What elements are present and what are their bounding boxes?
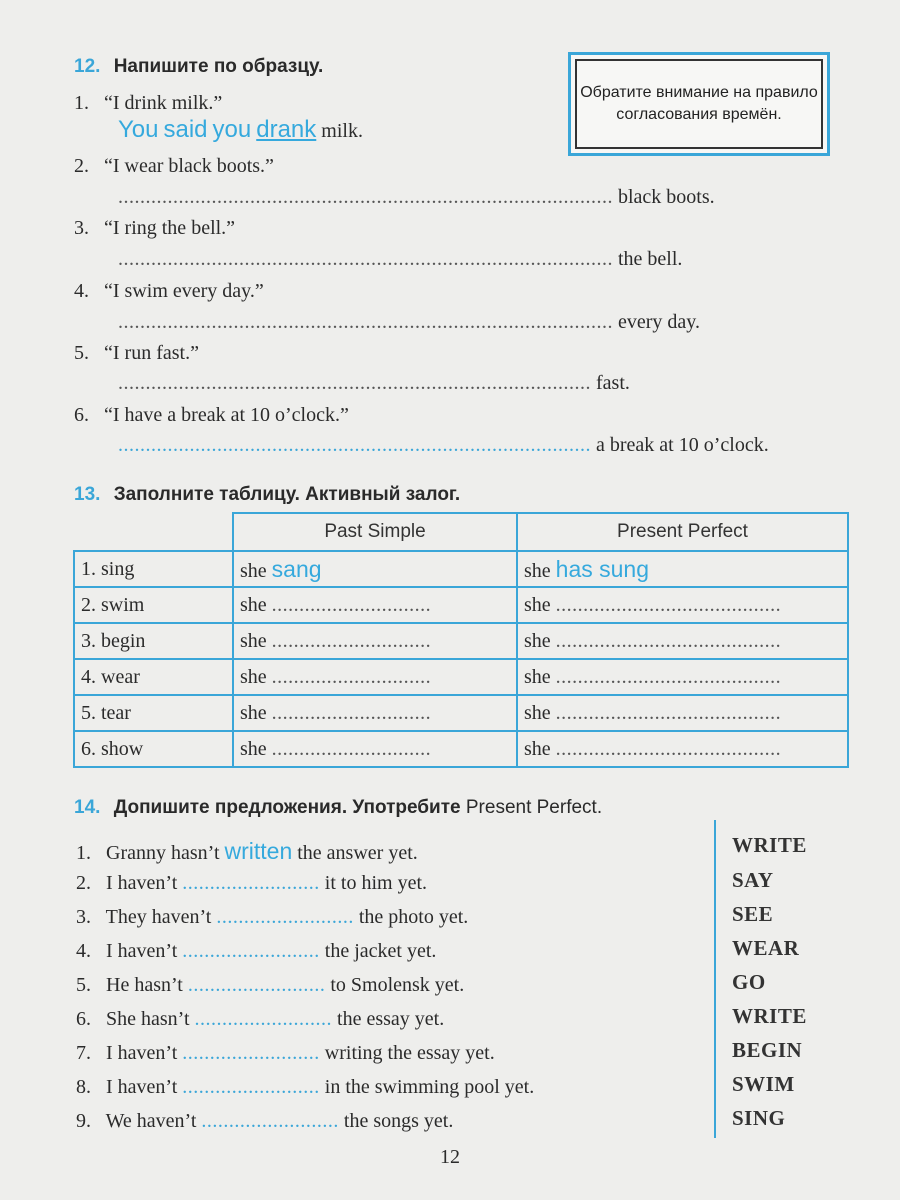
item-number: 2. — [74, 155, 89, 177]
item-number: 1. — [74, 92, 89, 114]
sentence-start: I haven’t — [106, 1076, 178, 1098]
table-row — [74, 695, 848, 731]
sentence-start: We haven’t — [105, 1110, 197, 1132]
ex12-item-1 — [74, 92, 222, 115]
answer-blank[interactable]: ......................... — [201, 1110, 339, 1132]
base-verb: SWIM — [732, 1072, 795, 1096]
item-number: 5. — [76, 974, 91, 996]
past-simple-cell[interactable] — [233, 659, 517, 695]
sentence-start: She hasn’t — [106, 1008, 190, 1030]
ex12-item-3-answer[interactable] — [118, 248, 682, 271]
pronoun: she — [240, 593, 267, 616]
answer-blank[interactable]: ......................................... — [555, 665, 782, 688]
table-row — [74, 659, 848, 695]
table-row — [74, 623, 848, 659]
table-corner — [74, 513, 233, 551]
sentence-end: the songs yet. — [343, 1110, 454, 1132]
ex14-title-tail: Present Perfect. — [465, 797, 603, 818]
quote-text: “I run fast.” — [104, 342, 199, 364]
ex12-item-5-answer[interactable] — [118, 372, 630, 395]
answer-blank[interactable]: ............................. — [271, 665, 432, 688]
answer-tail: black boots. — [618, 186, 715, 208]
present-perfect-cell[interactable] — [517, 659, 848, 695]
handwritten-answer: drank — [256, 116, 317, 143]
ex14-title: Допишите предложения. Употребите — [113, 797, 461, 818]
base-verb: WRITE — [732, 1004, 807, 1028]
answer-blank[interactable]: ............................. — [271, 629, 432, 652]
pronoun: she — [524, 701, 551, 724]
answer-blank[interactable]: ...................................................................................... — [118, 372, 591, 394]
quote-text: “I have a break at 10 o’clock.” — [104, 404, 349, 426]
answer-tail: a break at 10 o’clock. — [596, 434, 769, 456]
page-number: 12 — [440, 1146, 460, 1168]
ex14-item-6 — [76, 1008, 444, 1031]
base-verb: WEAR — [732, 936, 800, 960]
header-past-simple: Past Simple — [233, 513, 517, 551]
present-perfect-cell[interactable] — [517, 623, 848, 659]
tense-table — [73, 512, 849, 768]
ex14-item-8 — [76, 1076, 534, 1099]
quote-text: “I wear black boots.” — [104, 155, 274, 177]
table-row — [74, 731, 848, 767]
base-verb: BEGIN — [732, 1038, 803, 1062]
pronoun: she — [240, 629, 267, 652]
answer-blank[interactable]: ...................................................................................... — [118, 434, 591, 456]
item-number: 8. — [76, 1076, 91, 1098]
item-number: 5. — [74, 342, 89, 364]
verb-cell: 6. show — [74, 731, 233, 767]
ex13-title: Заполните таблицу. Активный залог. — [113, 484, 461, 505]
ex12-title: Напишите по образцу. — [113, 56, 324, 77]
answer-blank[interactable]: ......................... — [182, 940, 320, 962]
item-number: 6. — [74, 404, 89, 426]
item-number: 1. — [76, 842, 91, 864]
answer-blank[interactable]: ......................... — [182, 1076, 320, 1098]
verb-cell: 2. swim — [74, 587, 233, 623]
ex12-item-2 — [74, 155, 274, 178]
ex14-item-5 — [76, 974, 464, 997]
answer-tail: fast. — [596, 372, 630, 394]
sentence-end: the jacket yet. — [324, 940, 437, 962]
sentence-start: Granny hasn’t — [106, 842, 220, 864]
item-number: 9. — [76, 1110, 91, 1132]
sentence-start: He hasn’t — [106, 974, 183, 996]
table-header-row — [74, 513, 848, 551]
item-number: 2. — [76, 872, 91, 894]
answer-blank[interactable]: ......................... — [194, 1008, 333, 1030]
ex14-item-1 — [76, 838, 418, 865]
answer-blank[interactable]: ............................. — [271, 737, 432, 760]
item-number: 3. — [76, 906, 91, 928]
ex12-item-4-answer[interactable] — [118, 311, 700, 334]
ex12-item-4 — [74, 280, 264, 303]
ex14-item-3 — [76, 906, 468, 929]
ex14-heading — [74, 797, 602, 819]
handwritten-answer: You — [118, 116, 159, 143]
pronoun: she — [240, 737, 267, 760]
grammar-note-box — [568, 52, 830, 156]
answer-blank[interactable]: ......................... — [182, 1042, 320, 1064]
handwritten-answer: has sung — [555, 555, 650, 582]
answer-blank[interactable]: ......................... — [182, 872, 320, 894]
answer-blank[interactable]: ............................. — [271, 701, 432, 724]
ex12-item-2-answer[interactable] — [118, 186, 715, 209]
handwritten-answer: written — [224, 838, 293, 864]
answer-blank[interactable]: .......................................................................................... — [118, 186, 613, 208]
pronoun: she — [240, 665, 267, 688]
verb-cell: 4. wear — [74, 659, 233, 695]
answer-blank[interactable]: ......................... — [216, 906, 354, 928]
ex12-item-6 — [74, 404, 349, 427]
sentence-end: writing the essay yet. — [324, 1042, 495, 1064]
sentence-end: the answer yet. — [297, 842, 418, 864]
present-perfect-cell[interactable] — [517, 587, 848, 623]
sentence-end: the essay yet. — [337, 1008, 445, 1030]
present-perfect-cell[interactable] — [517, 731, 848, 767]
pronoun: she — [524, 629, 551, 652]
ex13-heading — [74, 484, 460, 506]
answer-blank[interactable]: .......................................................................................... — [118, 248, 613, 270]
base-verb: SING — [732, 1106, 786, 1130]
pronoun: she — [240, 701, 267, 724]
answer-blank[interactable]: .......................................................................................... — [118, 311, 613, 333]
sentence-start: I haven’t — [106, 1042, 178, 1064]
quote-text: “I ring the bell.” — [104, 217, 236, 239]
answer-tail: every day. — [618, 311, 700, 333]
answer-blank[interactable]: ......................................... — [555, 701, 782, 724]
table-row — [74, 587, 848, 623]
present-perfect-cell[interactable] — [517, 551, 848, 587]
ex12-item-6-answer[interactable] — [118, 434, 769, 457]
past-simple-cell[interactable] — [233, 551, 517, 587]
ex14-item-9 — [76, 1110, 453, 1133]
item-number: 3. — [74, 217, 89, 239]
handwritten-answer: said — [163, 116, 208, 143]
sentence-end: the photo yet. — [358, 906, 469, 928]
verb-cell: 3. begin — [74, 623, 233, 659]
header-present-perfect: Present Perfect — [517, 513, 848, 551]
answer-blank[interactable]: ......................................... — [555, 737, 782, 760]
answer-blank[interactable]: ......................................... — [555, 593, 782, 616]
past-simple-cell[interactable] — [233, 695, 517, 731]
ex14-item-2 — [76, 872, 427, 895]
answer-blank[interactable]: ............................. — [271, 593, 432, 616]
item-number: 7. — [76, 1042, 91, 1064]
answer-blank[interactable]: ......................................... — [555, 629, 782, 652]
pronoun: she — [524, 593, 551, 616]
answer-blank[interactable]: ......................... — [187, 974, 326, 996]
sentence-end: in the swimming pool yet. — [324, 1076, 535, 1098]
past-simple-cell[interactable] — [233, 731, 517, 767]
answer-tail: milk. — [321, 120, 363, 142]
answer-tail: the bell. — [618, 248, 683, 270]
verb-cell: 1. sing — [74, 551, 233, 587]
present-perfect-cell[interactable] — [517, 695, 848, 731]
pronoun: she — [524, 737, 551, 760]
table-row — [74, 551, 848, 587]
pronoun: she — [524, 559, 551, 582]
pronoun: she — [240, 559, 267, 582]
sentence-end: to Smolensk yet. — [330, 974, 465, 996]
ex12-item-1-answer — [118, 116, 363, 144]
item-number: 6. — [76, 1008, 91, 1030]
verb-cell: 5. tear — [74, 695, 233, 731]
handwritten-answer: you — [212, 116, 252, 143]
sentence-start: They haven’t — [105, 906, 212, 928]
quote-text: “I drink milk.” — [104, 92, 223, 114]
ex12-item-3 — [74, 217, 235, 240]
ex14-number: 14. — [74, 797, 101, 818]
quote-text: “I swim every day.” — [104, 280, 264, 302]
past-simple-cell[interactable] — [233, 587, 517, 623]
pronoun: she — [524, 665, 551, 688]
verb-column-divider — [714, 820, 716, 1138]
sentence-start: I haven’t — [106, 940, 178, 962]
ex13-number: 13. — [74, 484, 101, 505]
base-verb: SEE — [732, 902, 774, 926]
base-verb: WRITE — [732, 833, 807, 857]
base-verb: GO — [732, 970, 766, 994]
grammar-note-text: Обратите внимание на правило согласования времён. — [575, 59, 823, 149]
item-number: 4. — [76, 940, 91, 962]
base-verb: SAY — [732, 868, 774, 892]
past-simple-cell[interactable] — [233, 623, 517, 659]
sentence-start: I haven’t — [106, 872, 178, 894]
ex14-item-4 — [76, 940, 436, 963]
ex12-heading — [74, 56, 323, 78]
sentence-end: it to him yet. — [324, 872, 427, 894]
item-number: 4. — [74, 280, 89, 302]
ex12-number: 12. — [74, 56, 101, 77]
ex14-item-7 — [76, 1042, 495, 1065]
handwritten-answer: sang — [271, 555, 322, 582]
ex12-item-5 — [74, 342, 199, 365]
